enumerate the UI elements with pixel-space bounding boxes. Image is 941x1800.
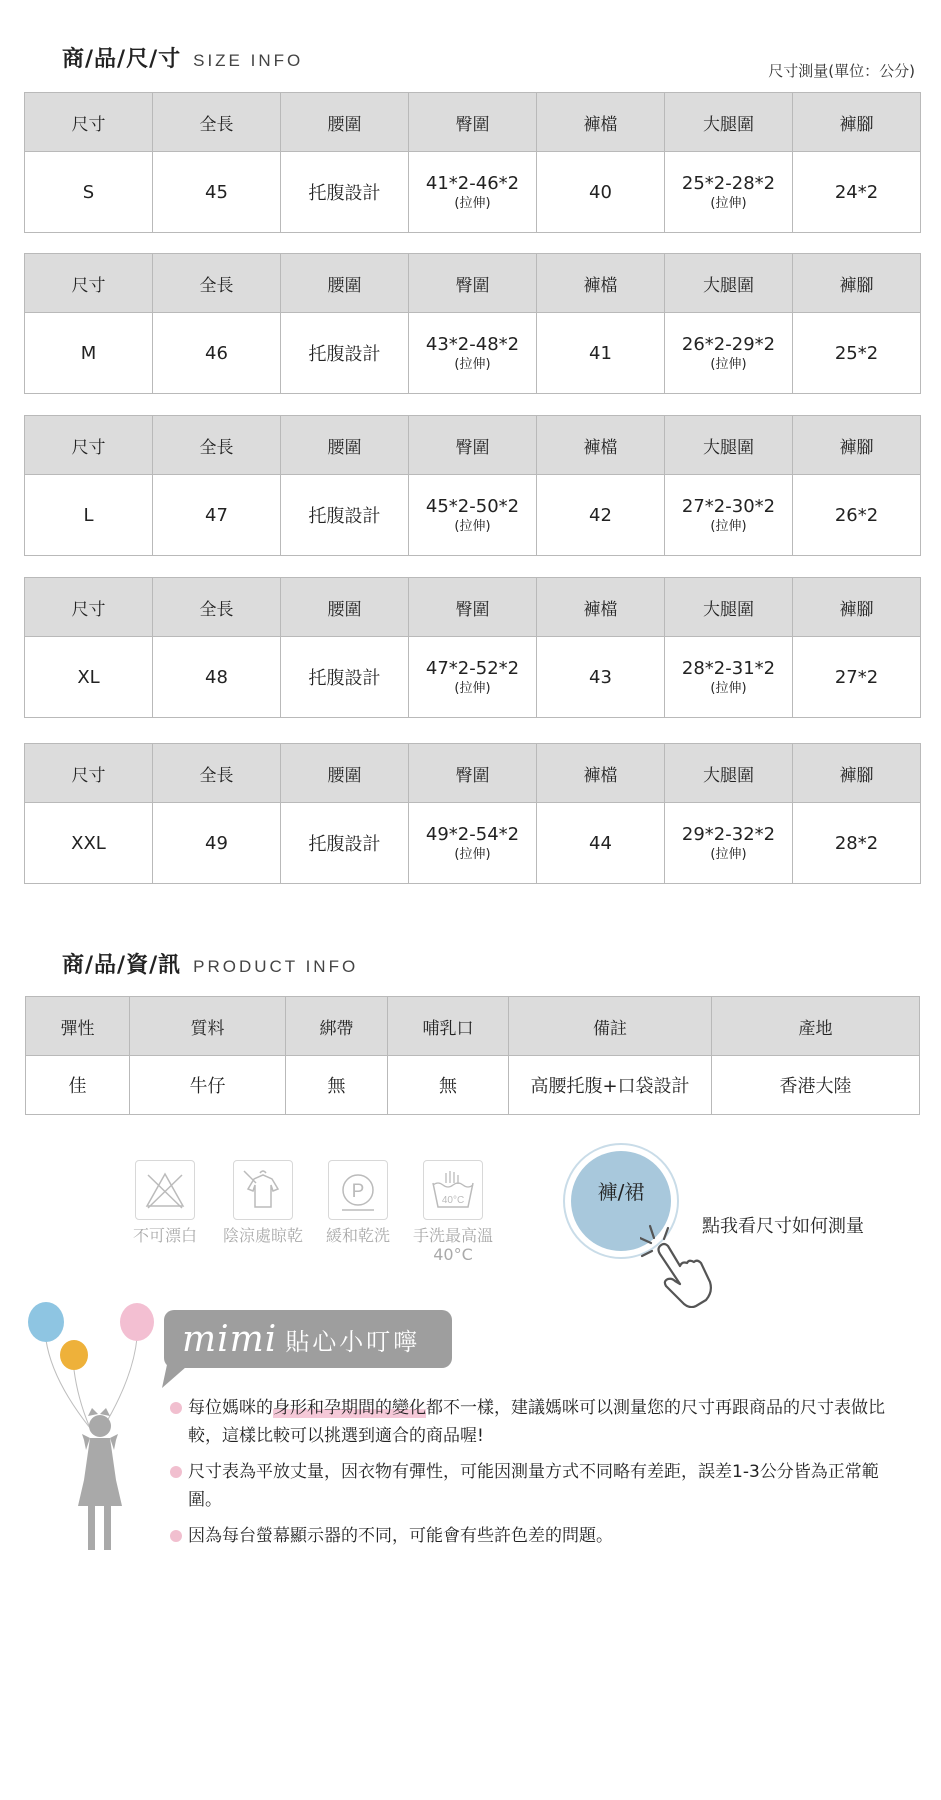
- size-table-xl: [24, 577, 921, 718]
- tips-list: [168, 1394, 908, 1558]
- header-length: 全長: [153, 93, 281, 152]
- size-table-header-row: [25, 578, 921, 637]
- care-label-no-bleach: 不可漂白: [132, 1226, 197, 1245]
- stretch-note: (拉伸): [710, 846, 747, 862]
- tip-1-post: 都不一樣，建議媽咪可以測量您的尺寸再跟商品的尺寸表做比較，這樣比較可以挑選到適合的商品喔!: [188, 1398, 885, 1446]
- header-thigh: 大腿圍: [665, 416, 793, 475]
- header-rise: 褲檔: [537, 744, 665, 803]
- cell-waist: 托腹設計: [281, 313, 409, 394]
- cell-thigh-value: 27*2-30*2: [681, 495, 776, 517]
- header-size: 尺寸: [25, 578, 153, 637]
- cell-hip-value: 45*2-50*2: [425, 495, 520, 517]
- cell-hip-value: 49*2-54*2: [425, 823, 520, 845]
- tips-title: 貼心小叮嚀: [285, 1327, 421, 1356]
- cell-thigh: [665, 637, 793, 718]
- cell-hip: [409, 313, 537, 394]
- cell-length: 47: [153, 475, 281, 556]
- header-rise: 褲檔: [537, 416, 665, 475]
- shade-dry-icon: [233, 1160, 293, 1220]
- header-length: 全長: [153, 578, 281, 637]
- value-remarks: 高腰托腹+口袋設計: [509, 1056, 712, 1115]
- balloon-orange: [60, 1340, 88, 1370]
- product-info-title-zh: 商/品/資/訊: [62, 953, 182, 978]
- header-origin: 產地: [712, 997, 920, 1056]
- measure-guide-label: 褲/裙: [571, 1151, 671, 1251]
- stretch-note: (拉伸): [454, 680, 491, 696]
- cell-thigh: [665, 313, 793, 394]
- header-hip: 臀圍: [409, 744, 537, 803]
- cell-rise: 40: [537, 152, 665, 233]
- cell-rise: 41: [537, 313, 665, 394]
- size-info-title-en: SIZE INFO: [193, 51, 304, 70]
- size-table-header-row: [25, 416, 921, 475]
- cell-waist: 托腹設計: [281, 152, 409, 233]
- product-info-table: [25, 996, 920, 1115]
- cell-length: 48: [153, 637, 281, 718]
- cell-hip: [409, 475, 537, 556]
- header-waist: 腰圍: [281, 254, 409, 313]
- table-row: [25, 152, 921, 233]
- cell-hem: 24*2: [793, 152, 921, 233]
- bullet-dot-icon: [170, 1402, 182, 1414]
- stretch-note: (拉伸): [710, 680, 747, 696]
- cell-size: M: [25, 313, 153, 394]
- cell-length: 46: [153, 313, 281, 394]
- tip-item: [168, 1458, 908, 1514]
- value-origin: 香港大陸: [712, 1056, 920, 1115]
- header-thigh: 大腿圍: [665, 578, 793, 637]
- unit-note: 尺寸測量(單位：公分): [768, 62, 915, 80]
- care-no-bleach: [127, 1160, 203, 1245]
- header-hem: 褲腳: [793, 254, 921, 313]
- header-hem: 褲腳: [793, 416, 921, 475]
- stretch-note: (拉伸): [454, 846, 491, 862]
- care-gentle-dry-clean: [320, 1160, 396, 1245]
- svg-text:P: P: [351, 1181, 365, 1202]
- product-info-title: [62, 948, 358, 979]
- size-table-m: [24, 253, 921, 394]
- table-row: [25, 637, 921, 718]
- header-thigh: 大腿圍: [665, 254, 793, 313]
- tips-brand: mimi: [182, 1318, 278, 1360]
- cell-hip: [409, 637, 537, 718]
- header-thigh: 大腿圍: [665, 93, 793, 152]
- tip-1-highlight: 身形和孕期間的變化: [273, 1398, 426, 1418]
- size-table-header-row: [25, 744, 921, 803]
- size-table-xxl: [24, 743, 921, 884]
- stretch-note: (拉伸): [454, 356, 491, 372]
- cell-size: L: [25, 475, 153, 556]
- cell-thigh-value: 28*2-31*2: [681, 657, 776, 679]
- table-row: [25, 803, 921, 884]
- cell-thigh: [665, 803, 793, 884]
- header-size: 尺寸: [25, 744, 153, 803]
- header-hip: 臀圍: [409, 416, 537, 475]
- gentle-dry-clean-icon: [328, 1160, 388, 1220]
- header-hip: 臀圍: [409, 93, 537, 152]
- hand-wash-icon: [423, 1160, 483, 1220]
- bullet-dot-icon: [170, 1530, 182, 1542]
- care-label-gentle-dry-clean: 緩和乾洗: [325, 1226, 390, 1245]
- cell-waist: 托腹設計: [281, 637, 409, 718]
- header-strap: 綁帶: [286, 997, 388, 1056]
- no-bleach-icon: [135, 1160, 195, 1220]
- header-hem: 褲腳: [793, 578, 921, 637]
- tips-banner: [164, 1310, 452, 1368]
- girl-balloons-illustration: [24, 1300, 164, 1580]
- care-label-hand-wash: [410, 1226, 496, 1264]
- size-table-l: [24, 415, 921, 556]
- cell-size: XL: [25, 637, 153, 718]
- cell-rise: 44: [537, 803, 665, 884]
- header-hip: 臀圍: [409, 578, 537, 637]
- stretch-note: (拉伸): [710, 356, 747, 372]
- header-material: 質料: [130, 997, 286, 1056]
- product-info-title-en: PRODUCT INFO: [193, 957, 359, 976]
- care-label-shade-dry: 陰涼處晾乾: [222, 1226, 303, 1245]
- cell-rise: 43: [537, 637, 665, 718]
- value-nursing-opening: 無: [388, 1056, 509, 1115]
- cell-waist: 托腹設計: [281, 803, 409, 884]
- cell-hem: 26*2: [793, 475, 921, 556]
- stretch-note: (拉伸): [710, 195, 747, 211]
- header-length: 全長: [153, 416, 281, 475]
- stretch-note: (拉伸): [454, 518, 491, 534]
- stretch-note: (拉伸): [454, 195, 491, 211]
- table-row: [25, 475, 921, 556]
- size-table-s: [24, 92, 921, 233]
- cell-waist: 托腹設計: [281, 475, 409, 556]
- header-hem: 褲腳: [793, 93, 921, 152]
- size-table-header-row: [25, 93, 921, 152]
- product-info-value-row: [26, 1056, 920, 1115]
- header-size: 尺寸: [25, 93, 153, 152]
- girl-silhouette: [78, 1408, 122, 1550]
- cell-length: 45: [153, 152, 281, 233]
- header-remarks: 備註: [509, 997, 712, 1056]
- cell-hem: 28*2: [793, 803, 921, 884]
- tip-item: [168, 1522, 908, 1550]
- cell-hip-value: 41*2-46*2: [425, 172, 520, 194]
- balloon-blue: [28, 1302, 64, 1342]
- size-table-header-row: [25, 254, 921, 313]
- care-label-hand-wash-line1: 手洗最高溫: [412, 1226, 493, 1245]
- cell-thigh: [665, 152, 793, 233]
- size-info-title-zh: 商/品/尺/寸: [62, 47, 182, 72]
- cell-thigh-value: 29*2-32*2: [681, 823, 776, 845]
- header-size: 尺寸: [25, 416, 153, 475]
- cell-size: XXL: [25, 803, 153, 884]
- cell-hip-value: 47*2-52*2: [425, 657, 520, 679]
- cell-length: 49: [153, 803, 281, 884]
- cell-thigh-value: 25*2-28*2: [681, 172, 776, 194]
- header-waist: 腰圍: [281, 578, 409, 637]
- header-waist: 腰圍: [281, 93, 409, 152]
- cell-hem: 27*2: [793, 637, 921, 718]
- balloon-pink: [120, 1303, 154, 1341]
- value-strap: 無: [286, 1056, 388, 1115]
- cell-thigh-value: 26*2-29*2: [681, 333, 776, 355]
- size-info-title: [62, 42, 303, 73]
- care-hand-wash: [410, 1160, 496, 1264]
- value-elasticity: 佳: [26, 1056, 130, 1115]
- header-thigh: 大腿圍: [665, 744, 793, 803]
- header-hem: 褲腳: [793, 744, 921, 803]
- header-rise: 褲檔: [537, 254, 665, 313]
- care-label-hand-wash-line2: 40°C: [433, 1245, 473, 1264]
- header-rise: 褲檔: [537, 578, 665, 637]
- cell-rise: 42: [537, 475, 665, 556]
- header-waist: 腰圍: [281, 744, 409, 803]
- measure-guide-link[interactable]: 點我看尺寸如何測量: [702, 1216, 864, 1237]
- cell-hip: [409, 152, 537, 233]
- table-row: [25, 313, 921, 394]
- tip-1-pre: 每位媽咪的: [188, 1398, 273, 1418]
- cell-thigh: [665, 475, 793, 556]
- bullet-dot-icon: [170, 1466, 182, 1478]
- header-hip: 臀圍: [409, 254, 537, 313]
- cell-hip-value: 43*2-48*2: [425, 333, 520, 355]
- tips-banner-tail: [160, 1360, 200, 1390]
- value-material: 牛仔: [130, 1056, 286, 1115]
- header-length: 全長: [153, 744, 281, 803]
- cell-hem: 25*2: [793, 313, 921, 394]
- header-elasticity: 彈性: [26, 997, 130, 1056]
- header-size: 尺寸: [25, 254, 153, 313]
- header-waist: 腰圍: [281, 416, 409, 475]
- product-info-header-row: [26, 997, 920, 1056]
- header-rise: 褲檔: [537, 93, 665, 152]
- header-length: 全長: [153, 254, 281, 313]
- stretch-note: (拉伸): [710, 518, 747, 534]
- care-shade-dry: [221, 1160, 305, 1245]
- hand-wash-temp-text: 40°C: [441, 1195, 465, 1206]
- cell-size: S: [25, 152, 153, 233]
- header-nursing-opening: 哺乳口: [388, 997, 509, 1056]
- tip-item: [168, 1394, 908, 1450]
- tip-2-text: 尺寸表為平放丈量，因衣物有彈性，可能因測量方式不同略有差距，誤差1-3公分皆為正常範圍。: [188, 1462, 879, 1510]
- tip-3-text: 因為每台螢幕顯示器的不同，可能會有些許色差的問題。: [188, 1526, 613, 1546]
- cell-hip: [409, 803, 537, 884]
